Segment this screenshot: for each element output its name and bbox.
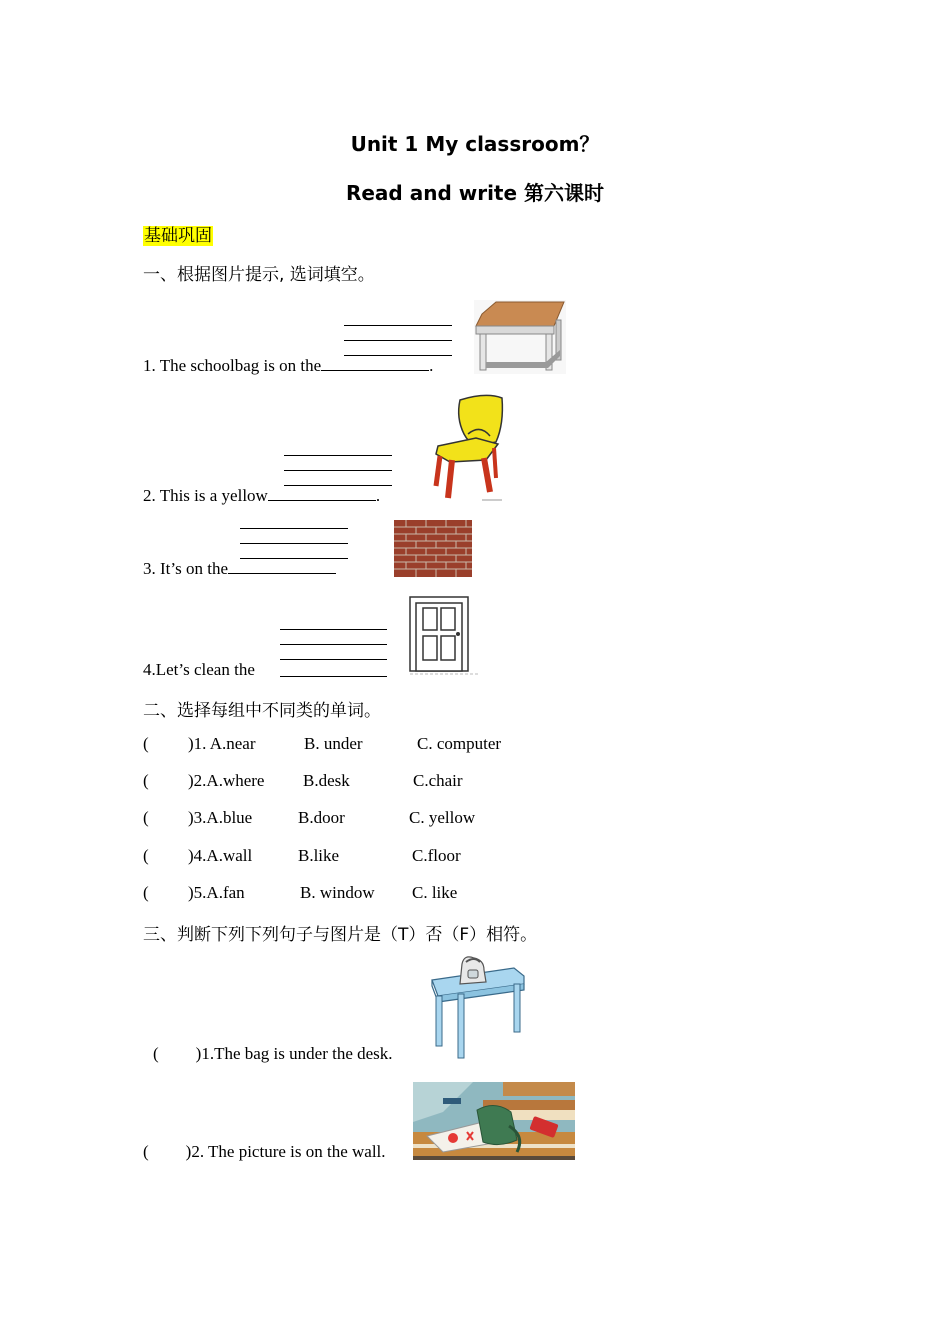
answer-paren[interactable]: ( xyxy=(143,808,149,827)
chair-icon xyxy=(430,394,506,504)
fill-item-3 xyxy=(143,559,336,579)
writing-line xyxy=(240,543,348,544)
judge-item-2-text: )2. The picture is on the wall. xyxy=(185,1142,386,1161)
writing-line xyxy=(284,455,392,456)
choice-row-1 xyxy=(143,734,563,756)
fill-item-2-prefix: 2. This is a yellow xyxy=(143,486,268,505)
option-b: B.like xyxy=(298,846,340,865)
badge-text: 基础巩固 xyxy=(144,226,212,246)
answer-paren[interactable]: ( xyxy=(143,883,149,902)
answer-paren[interactable]: ( xyxy=(143,771,149,790)
fill-item-4 xyxy=(143,660,255,680)
brick-wall-icon xyxy=(394,520,472,577)
judge-item-1-text: )1.The bag is under the desk. xyxy=(195,1044,393,1063)
option-a: )1. A.near xyxy=(188,734,256,753)
writing-line xyxy=(344,340,452,341)
choice-row-2 xyxy=(143,771,563,793)
option-c: C. like xyxy=(412,883,458,902)
fill-item-1-suffix: . xyxy=(429,356,434,375)
answer-blank-3[interactable] xyxy=(228,559,336,574)
option-c: C. yellow xyxy=(409,808,476,827)
answer-paren[interactable]: ( xyxy=(153,1044,159,1063)
answer-paren[interactable]: ( xyxy=(143,1142,149,1161)
judge-item-1 xyxy=(153,1044,393,1064)
option-b: B.desk xyxy=(303,771,350,790)
desk-icon xyxy=(474,300,566,374)
writing-line xyxy=(280,629,387,630)
option-a: )5.A.fan xyxy=(188,883,245,902)
option-c: C.chair xyxy=(413,771,463,790)
choice-row-3 xyxy=(143,808,563,830)
section-badge xyxy=(143,221,213,246)
writing-line xyxy=(284,470,392,471)
option-a: )2.A.where xyxy=(188,771,265,790)
answer-paren[interactable]: ( xyxy=(143,734,149,753)
answer-blank-1[interactable] xyxy=(321,356,429,371)
answer-blank-2[interactable] xyxy=(268,486,376,501)
fill-item-4-prefix: 4.Let’s clean the xyxy=(143,660,255,679)
fill-item-1-prefix: 1. The schoolbag is on the xyxy=(143,356,322,375)
writing-line xyxy=(280,644,387,645)
option-b: B.door xyxy=(298,808,345,827)
writing-line xyxy=(344,325,452,326)
choice-row-4 xyxy=(143,846,563,868)
answer-paren[interactable]: ( xyxy=(143,846,149,865)
classroom-scene-icon xyxy=(413,1082,575,1160)
writing-line xyxy=(280,659,387,660)
part2-heading: 二、选择每组中不同类的单词。 xyxy=(143,701,381,721)
answer-blank-4[interactable] xyxy=(280,676,387,677)
bag-on-desk-icon xyxy=(430,956,526,1060)
option-a: )3.A.blue xyxy=(188,808,253,827)
fill-item-1 xyxy=(143,356,433,376)
writing-line xyxy=(240,528,348,529)
fill-item-2 xyxy=(143,486,380,506)
judge-item-2 xyxy=(143,1142,386,1162)
door-icon xyxy=(408,596,482,676)
option-c: C. computer xyxy=(417,734,502,753)
option-b: B. window xyxy=(300,883,375,902)
fill-item-3-prefix: 3. It’s on the xyxy=(143,559,228,578)
option-b: B. under xyxy=(304,734,363,753)
fill-item-2-suffix: . xyxy=(375,486,381,505)
part1-heading: 一、根据图片提示, 选词填空。 xyxy=(143,265,375,285)
page-title: Unit 1 My classroom？ xyxy=(350,132,600,156)
option-c: C.floor xyxy=(412,846,461,865)
choice-row-5 xyxy=(143,883,563,905)
part3-heading: 三、判断下列下列句子与图片是（T）否（F）相符。 xyxy=(143,925,538,945)
page-subtitle: Read and write 第六课时 xyxy=(345,181,605,205)
option-a: )4.A.wall xyxy=(188,846,253,865)
